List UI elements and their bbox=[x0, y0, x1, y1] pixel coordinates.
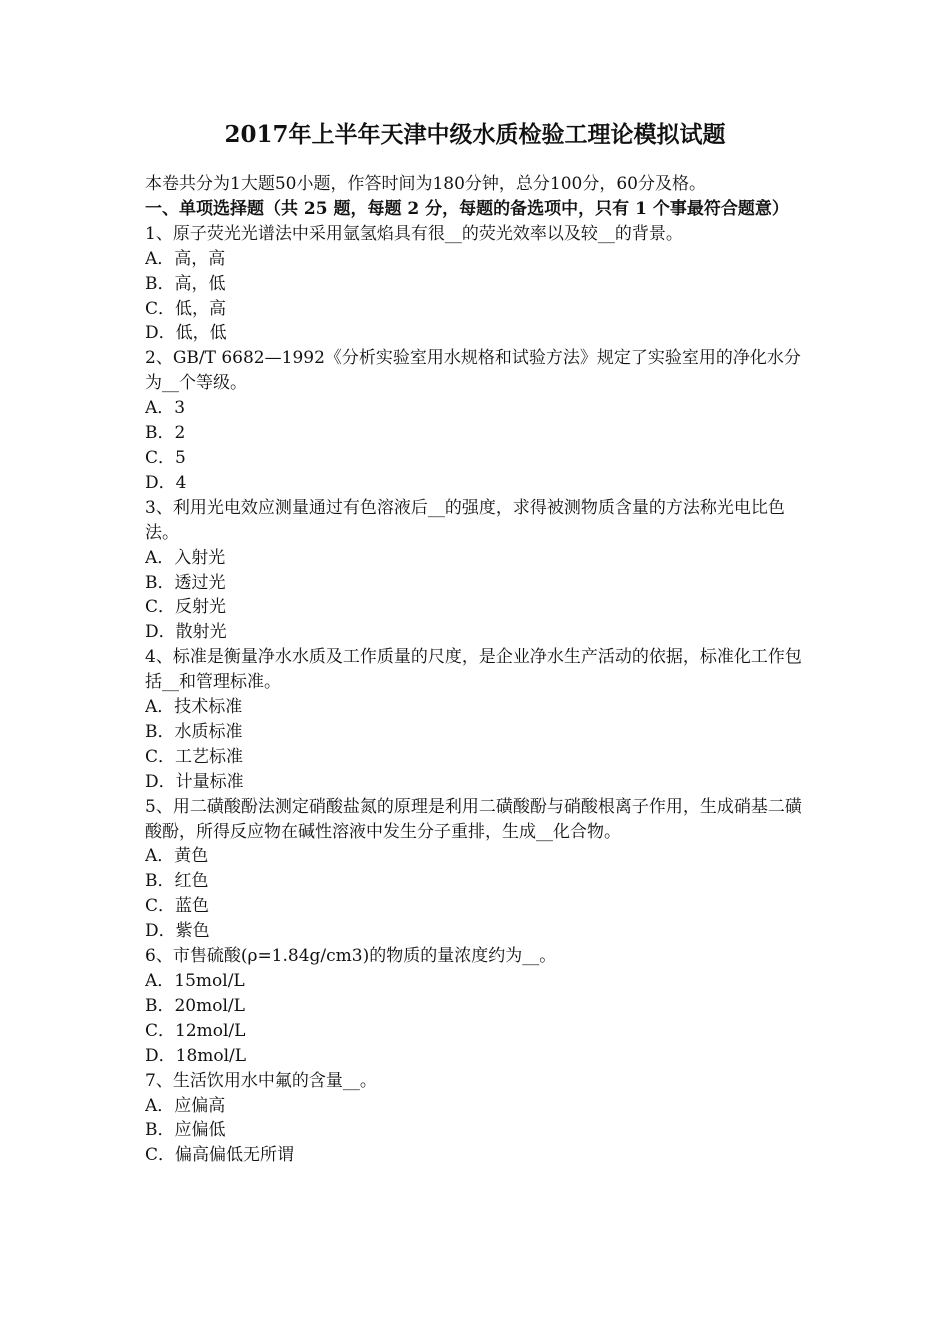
question-6 bbox=[145, 944, 810, 1069]
question-stem: 4、标准是衡量净水水质及工作质量的尺度，是企业净水生产活动的依据，标准化工作包括__和管理标准。 bbox=[145, 647, 802, 693]
option-d: D．18mol/L bbox=[145, 1045, 247, 1066]
option-c: C．低，高 bbox=[145, 298, 227, 319]
option-b: B．水质标准 bbox=[145, 721, 243, 742]
option-a: A．黄色 bbox=[145, 846, 209, 867]
document-title: 2017年上半年天津中级水质检验工理论模拟试题 bbox=[224, 121, 726, 148]
question-stem: 2、GB/T 6682—1992《分析实验室用水规格和试验方法》规定了实验室用的净化水分为__个等级。 bbox=[145, 348, 801, 394]
option-a: A．15mol/L bbox=[145, 971, 245, 991]
question-5 bbox=[145, 795, 810, 944]
option-c: C．反射光 bbox=[145, 597, 227, 618]
option-c: C．工艺标准 bbox=[145, 746, 244, 767]
option-b: B．高，低 bbox=[145, 273, 226, 294]
option-d: D．低，低 bbox=[145, 323, 227, 344]
question-1 bbox=[145, 222, 810, 347]
option-d: D．紫色 bbox=[145, 921, 210, 942]
option-c: C．12mol/L bbox=[145, 1020, 246, 1041]
option-b: B．红色 bbox=[145, 871, 209, 892]
document-body bbox=[145, 172, 810, 1168]
option-c: C．5 bbox=[145, 447, 186, 468]
option-c: C．蓝色 bbox=[145, 896, 210, 917]
option-b: B．2 bbox=[145, 423, 186, 444]
option-a: A．3 bbox=[145, 398, 186, 419]
option-b: B．应偏低 bbox=[145, 1120, 226, 1141]
option-b: B．20mol/L bbox=[145, 995, 245, 1016]
option-a: A．应偏高 bbox=[145, 1095, 226, 1116]
option-a: A．高，高 bbox=[145, 248, 226, 269]
question-stem: 7、生活饮用水中氟的含量__。 bbox=[145, 1070, 377, 1091]
section-heading: 一、单项选择题（共 25 题，每题 2 分，每题的备选项中，只有 1 个事最符合题意） bbox=[145, 198, 789, 219]
question-2 bbox=[145, 346, 810, 495]
option-d: D．计量标准 bbox=[145, 771, 244, 792]
question-stem: 1、原子荧光光谱法中采用氩氢焰具有很__的荧光效率以及较__的背景。 bbox=[145, 223, 683, 244]
question-stem: 3、利用光电效应测量通过有色溶液后__的强度，求得被测物质含量的方法称光电比色法。 bbox=[145, 497, 785, 543]
question-7 bbox=[145, 1069, 810, 1169]
option-a: A．入射光 bbox=[145, 547, 226, 568]
option-b: B．透过光 bbox=[145, 572, 226, 593]
option-d: D．散射光 bbox=[145, 622, 227, 643]
exam-intro: 本卷共分为1大题50小题，作答时间为180分钟，总分100分，60分及格。 bbox=[145, 174, 706, 194]
option-d: D．4 bbox=[145, 472, 187, 493]
option-a: A．技术标准 bbox=[145, 697, 243, 718]
option-c: C．偏高偏低无所谓 bbox=[145, 1145, 295, 1166]
question-stem: 6、市售硫酸(ρ=1.84g/cm3)的物质的量浓度约为__。 bbox=[145, 946, 557, 967]
question-3 bbox=[145, 496, 810, 645]
question-stem: 5、用二磺酸酚法测定硝酸盐氮的原理是利用二磺酸酚与硝酸根离子作用，生成硝基二磺酸酚，所得反应物在碱性溶液中发生分子重排，生成__化合物。 bbox=[145, 796, 802, 842]
question-4 bbox=[145, 645, 810, 794]
